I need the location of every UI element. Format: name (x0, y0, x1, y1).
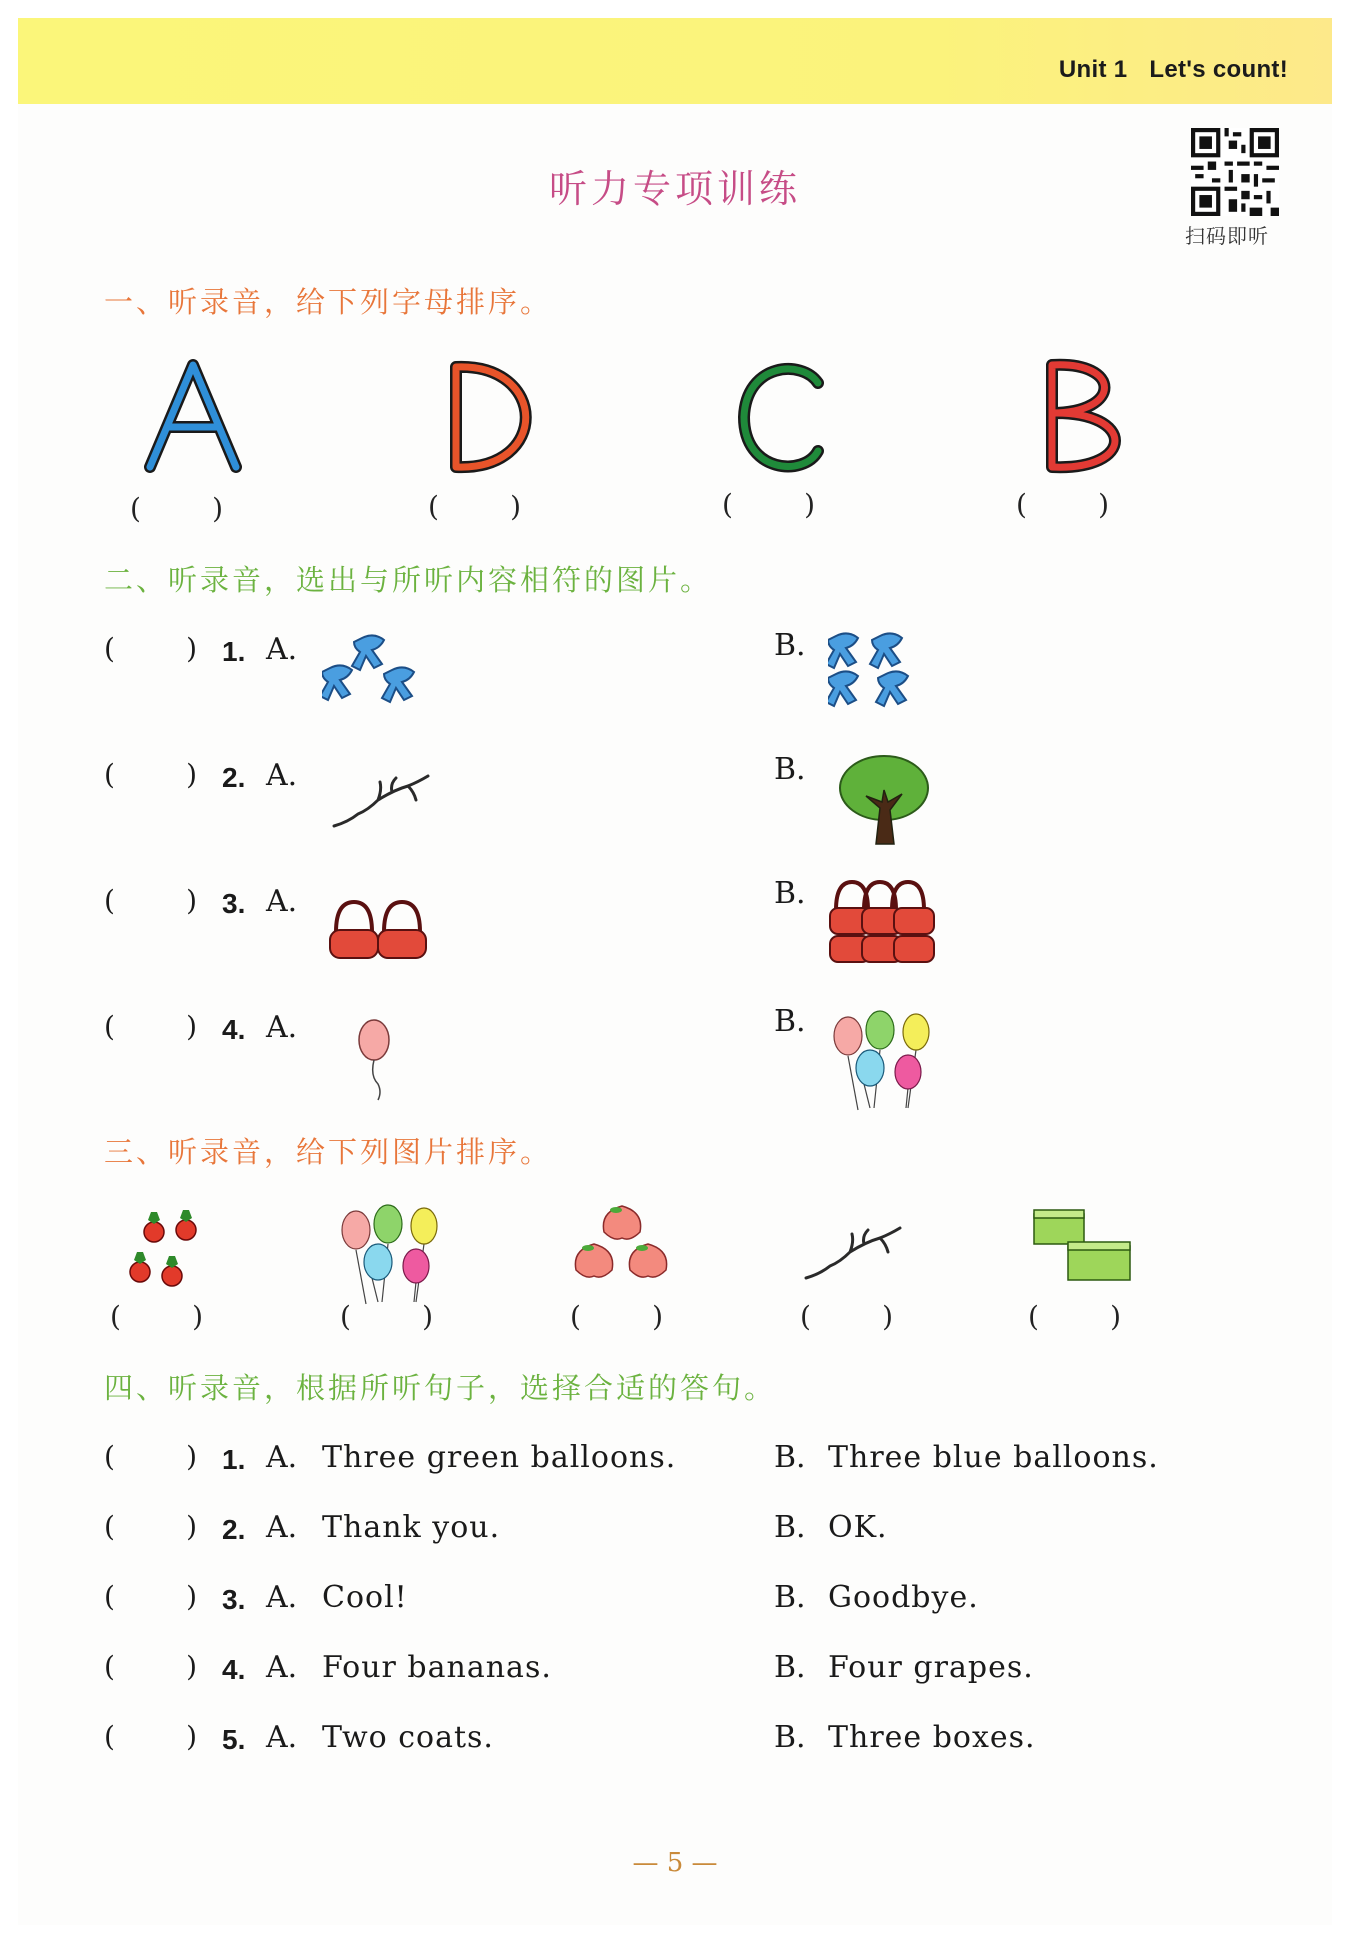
boxes-icon[interactable] (1030, 1206, 1136, 1286)
branch-icon[interactable] (802, 1222, 906, 1284)
answer-blank[interactable]: ( ) (130, 492, 224, 525)
answer-blank[interactable]: ( ) (340, 1300, 434, 1333)
option-b-label: B. (774, 1580, 806, 1615)
letter-a-icon (138, 355, 248, 480)
answer-blank[interactable]: ( ) (104, 1440, 198, 1473)
unit-number: Unit 1 (1058, 56, 1128, 83)
page-number: — 5 — (632, 1848, 718, 1878)
question-number: 2. (222, 762, 246, 793)
answer-blank[interactable]: ( ) (1028, 1300, 1122, 1333)
branch-icon[interactable] (330, 770, 434, 832)
section-3-heading: 三、听录音，给下列图片排序。 (104, 1135, 553, 1169)
question-number: 3. (222, 1584, 246, 1615)
section-1-heading: 一、听录音，给下列字母排序。 (104, 285, 553, 319)
option-b-text: Goodbye. (828, 1580, 979, 1615)
option-a-label: A. (266, 1440, 298, 1475)
option-b-label: B. (774, 1004, 806, 1039)
five-balloons-icon[interactable] (828, 1008, 936, 1112)
letter-c-icon (732, 355, 842, 480)
answer-blank[interactable]: ( ) (428, 490, 522, 523)
answer-blank[interactable]: ( ) (570, 1300, 664, 1333)
tree-icon[interactable] (836, 752, 932, 846)
question-number: 1. (222, 1444, 246, 1475)
answer-blank[interactable]: ( ) (104, 1010, 198, 1043)
option-a-text: Two coats. (322, 1720, 494, 1755)
option-b-label: B. (774, 1440, 806, 1475)
letter-d-icon (438, 355, 548, 480)
peaches-icon[interactable] (572, 1200, 674, 1286)
option-a-label: A. (266, 1720, 298, 1755)
answer-blank[interactable]: ( ) (104, 632, 198, 665)
option-a-label: A. (266, 1510, 298, 1545)
answer-blank[interactable]: ( ) (104, 884, 198, 917)
answer-blank[interactable]: ( ) (104, 1510, 198, 1543)
option-b-label: B. (774, 1510, 806, 1545)
question-number: 2. (222, 1514, 246, 1545)
option-b-label: B. (774, 1720, 806, 1755)
option-a-label: A. (266, 1650, 298, 1685)
option-a-text: Three green balloons. (322, 1440, 677, 1475)
option-a-label: A. (266, 1580, 298, 1615)
option-b-text: OK. (828, 1510, 888, 1545)
option-a-label: A. (266, 758, 298, 793)
four-scarves-icon[interactable] (828, 630, 940, 720)
unit-label (1059, 56, 1288, 84)
qr-code-icon[interactable] (1191, 128, 1279, 216)
answer-blank[interactable]: ( ) (104, 1650, 198, 1683)
option-a-label: A. (266, 632, 298, 667)
option-a-text: Four bananas. (322, 1650, 552, 1685)
section-4-heading: 四、听录音，根据所听句子，选择合适的答句。 (104, 1371, 777, 1405)
option-a-text: Cool! (322, 1580, 408, 1615)
section-2-heading: 二、听录音，选出与所听内容相符的图片。 (104, 563, 713, 597)
answer-blank[interactable]: ( ) (1016, 488, 1110, 521)
page-title: 听力专项训练 (548, 167, 801, 211)
question-number: 5. (222, 1724, 246, 1755)
option-b-text: Three blue balloons. (828, 1440, 1159, 1475)
balloons-icon[interactable] (336, 1202, 444, 1306)
answer-blank[interactable]: ( ) (800, 1300, 894, 1333)
option-b-label: B. (774, 876, 806, 911)
letter-b-icon (1036, 355, 1146, 480)
answer-blank[interactable]: ( ) (722, 488, 816, 521)
answer-blank[interactable]: ( ) (110, 1300, 204, 1333)
qr-caption: 扫码即听 (1185, 224, 1269, 248)
option-b-label: B. (774, 1650, 806, 1685)
question-number: 4. (222, 1654, 246, 1685)
answer-blank[interactable]: ( ) (104, 758, 198, 791)
many-bags-icon[interactable] (826, 876, 940, 968)
question-number: 1. (222, 636, 246, 667)
three-scarves-icon[interactable] (322, 632, 434, 716)
option-b-label: B. (774, 628, 806, 663)
question-number: 4. (222, 1014, 246, 1045)
answer-blank[interactable]: ( ) (104, 1580, 198, 1613)
option-b-label: B. (774, 752, 806, 787)
option-a-label: A. (266, 1010, 298, 1045)
tomatoes-icon[interactable] (124, 1198, 204, 1290)
two-bags-icon[interactable] (326, 892, 436, 962)
option-b-text: Four grapes. (828, 1650, 1034, 1685)
one-balloon-icon[interactable] (354, 1018, 394, 1102)
option-b-text: Three boxes. (828, 1720, 1036, 1755)
question-number: 3. (222, 888, 246, 919)
option-a-label: A. (266, 884, 298, 919)
option-a-text: Thank you. (322, 1510, 501, 1545)
answer-blank[interactable]: ( ) (104, 1720, 198, 1753)
lesson-title: Let's count! (1149, 56, 1288, 83)
